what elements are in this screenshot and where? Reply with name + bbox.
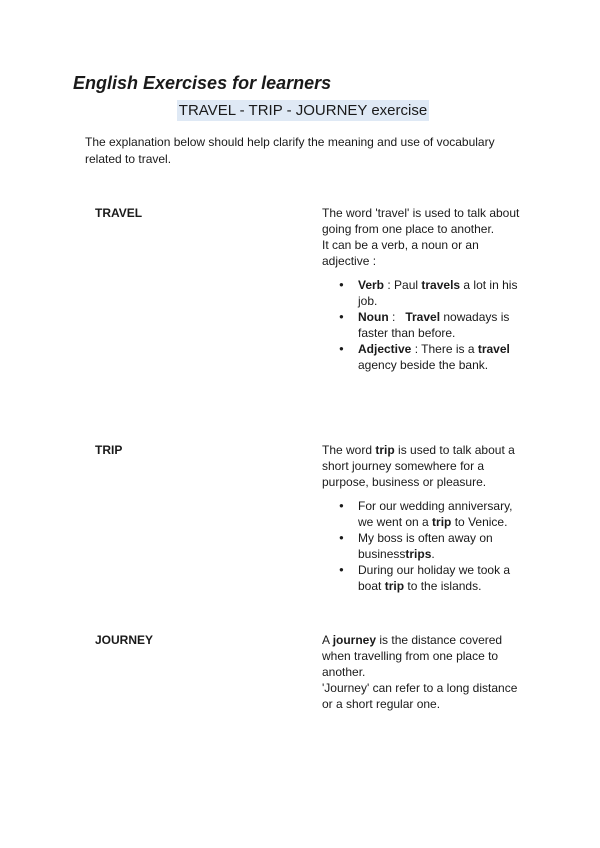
example-list [322, 277, 522, 373]
bullet-text: nowadays is faster than before. [358, 310, 510, 340]
term-trip: TRIP [95, 443, 123, 457]
definition-paragraph: The word 'travel' is used to talk about going from one place to another. [322, 206, 520, 236]
keyword: trip [375, 443, 395, 457]
bullet-text: : There is a [411, 342, 478, 356]
bullet-text: a lot in his job. [358, 278, 518, 308]
intro-paragraph: The explanation below should help clarify the meaning and use of vocabulary related to travel. [85, 135, 495, 166]
definition-trip [322, 442, 522, 594]
definition-text: is the distance covered when travelling from one place to another. [322, 633, 503, 679]
keyword: trip [432, 515, 452, 529]
exercise-subtitle: TRAVEL - TRIP - JOURNEY exercise [178, 102, 428, 119]
term-journey: JOURNEY [95, 633, 154, 647]
bullet-text: . [431, 547, 435, 561]
definition-text: A [322, 633, 333, 647]
bullet-text: to Venice. [451, 515, 508, 529]
keyword: trip [384, 579, 405, 593]
term-travel: TRAVEL [95, 206, 143, 220]
bullet-text: During our holiday we took a boat [358, 563, 511, 593]
definition-text: The word [322, 443, 376, 457]
bullet-label: Adjective [358, 342, 412, 356]
list-item [358, 530, 522, 562]
definition-paragraph: 'Journey' can refer to a long distance or a short regular one. [322, 681, 518, 711]
bullet-text: agency beside the bank. [358, 358, 489, 372]
subtitle-container [0, 100, 600, 121]
list-item [358, 562, 522, 594]
list-item [358, 309, 522, 341]
keyword: journey [332, 633, 377, 647]
bullet-label: Noun [358, 310, 389, 324]
bullet-text: : [388, 310, 406, 324]
bullet-text: to the islands. [404, 579, 482, 593]
list-item [358, 341, 522, 373]
definition-paragraph [322, 632, 522, 680]
definition-journey [322, 632, 522, 712]
definition-paragraph [322, 442, 522, 490]
keyword: Travel [405, 310, 441, 324]
bullet-text: For our wedding anniversary, we went on a [358, 499, 513, 529]
definition-travel [322, 205, 522, 373]
keyword: travel [477, 342, 510, 356]
bullet-label: Verb [358, 278, 385, 292]
example-list [322, 498, 522, 594]
keyword: travels [421, 278, 461, 292]
bullet-text: My boss is often away on business [358, 531, 493, 561]
keyword: trips [405, 547, 432, 561]
bullet-text: : Paul [384, 278, 422, 292]
definition-paragraph: It can be a verb, a noun or an adjective : [322, 238, 479, 268]
page-title: English Exercises for learners [73, 73, 332, 93]
definition-text: is used to talk about a short journey somewhere for a purpose, business or pleasure. [322, 443, 515, 489]
list-item [358, 498, 522, 530]
list-item [358, 277, 522, 309]
